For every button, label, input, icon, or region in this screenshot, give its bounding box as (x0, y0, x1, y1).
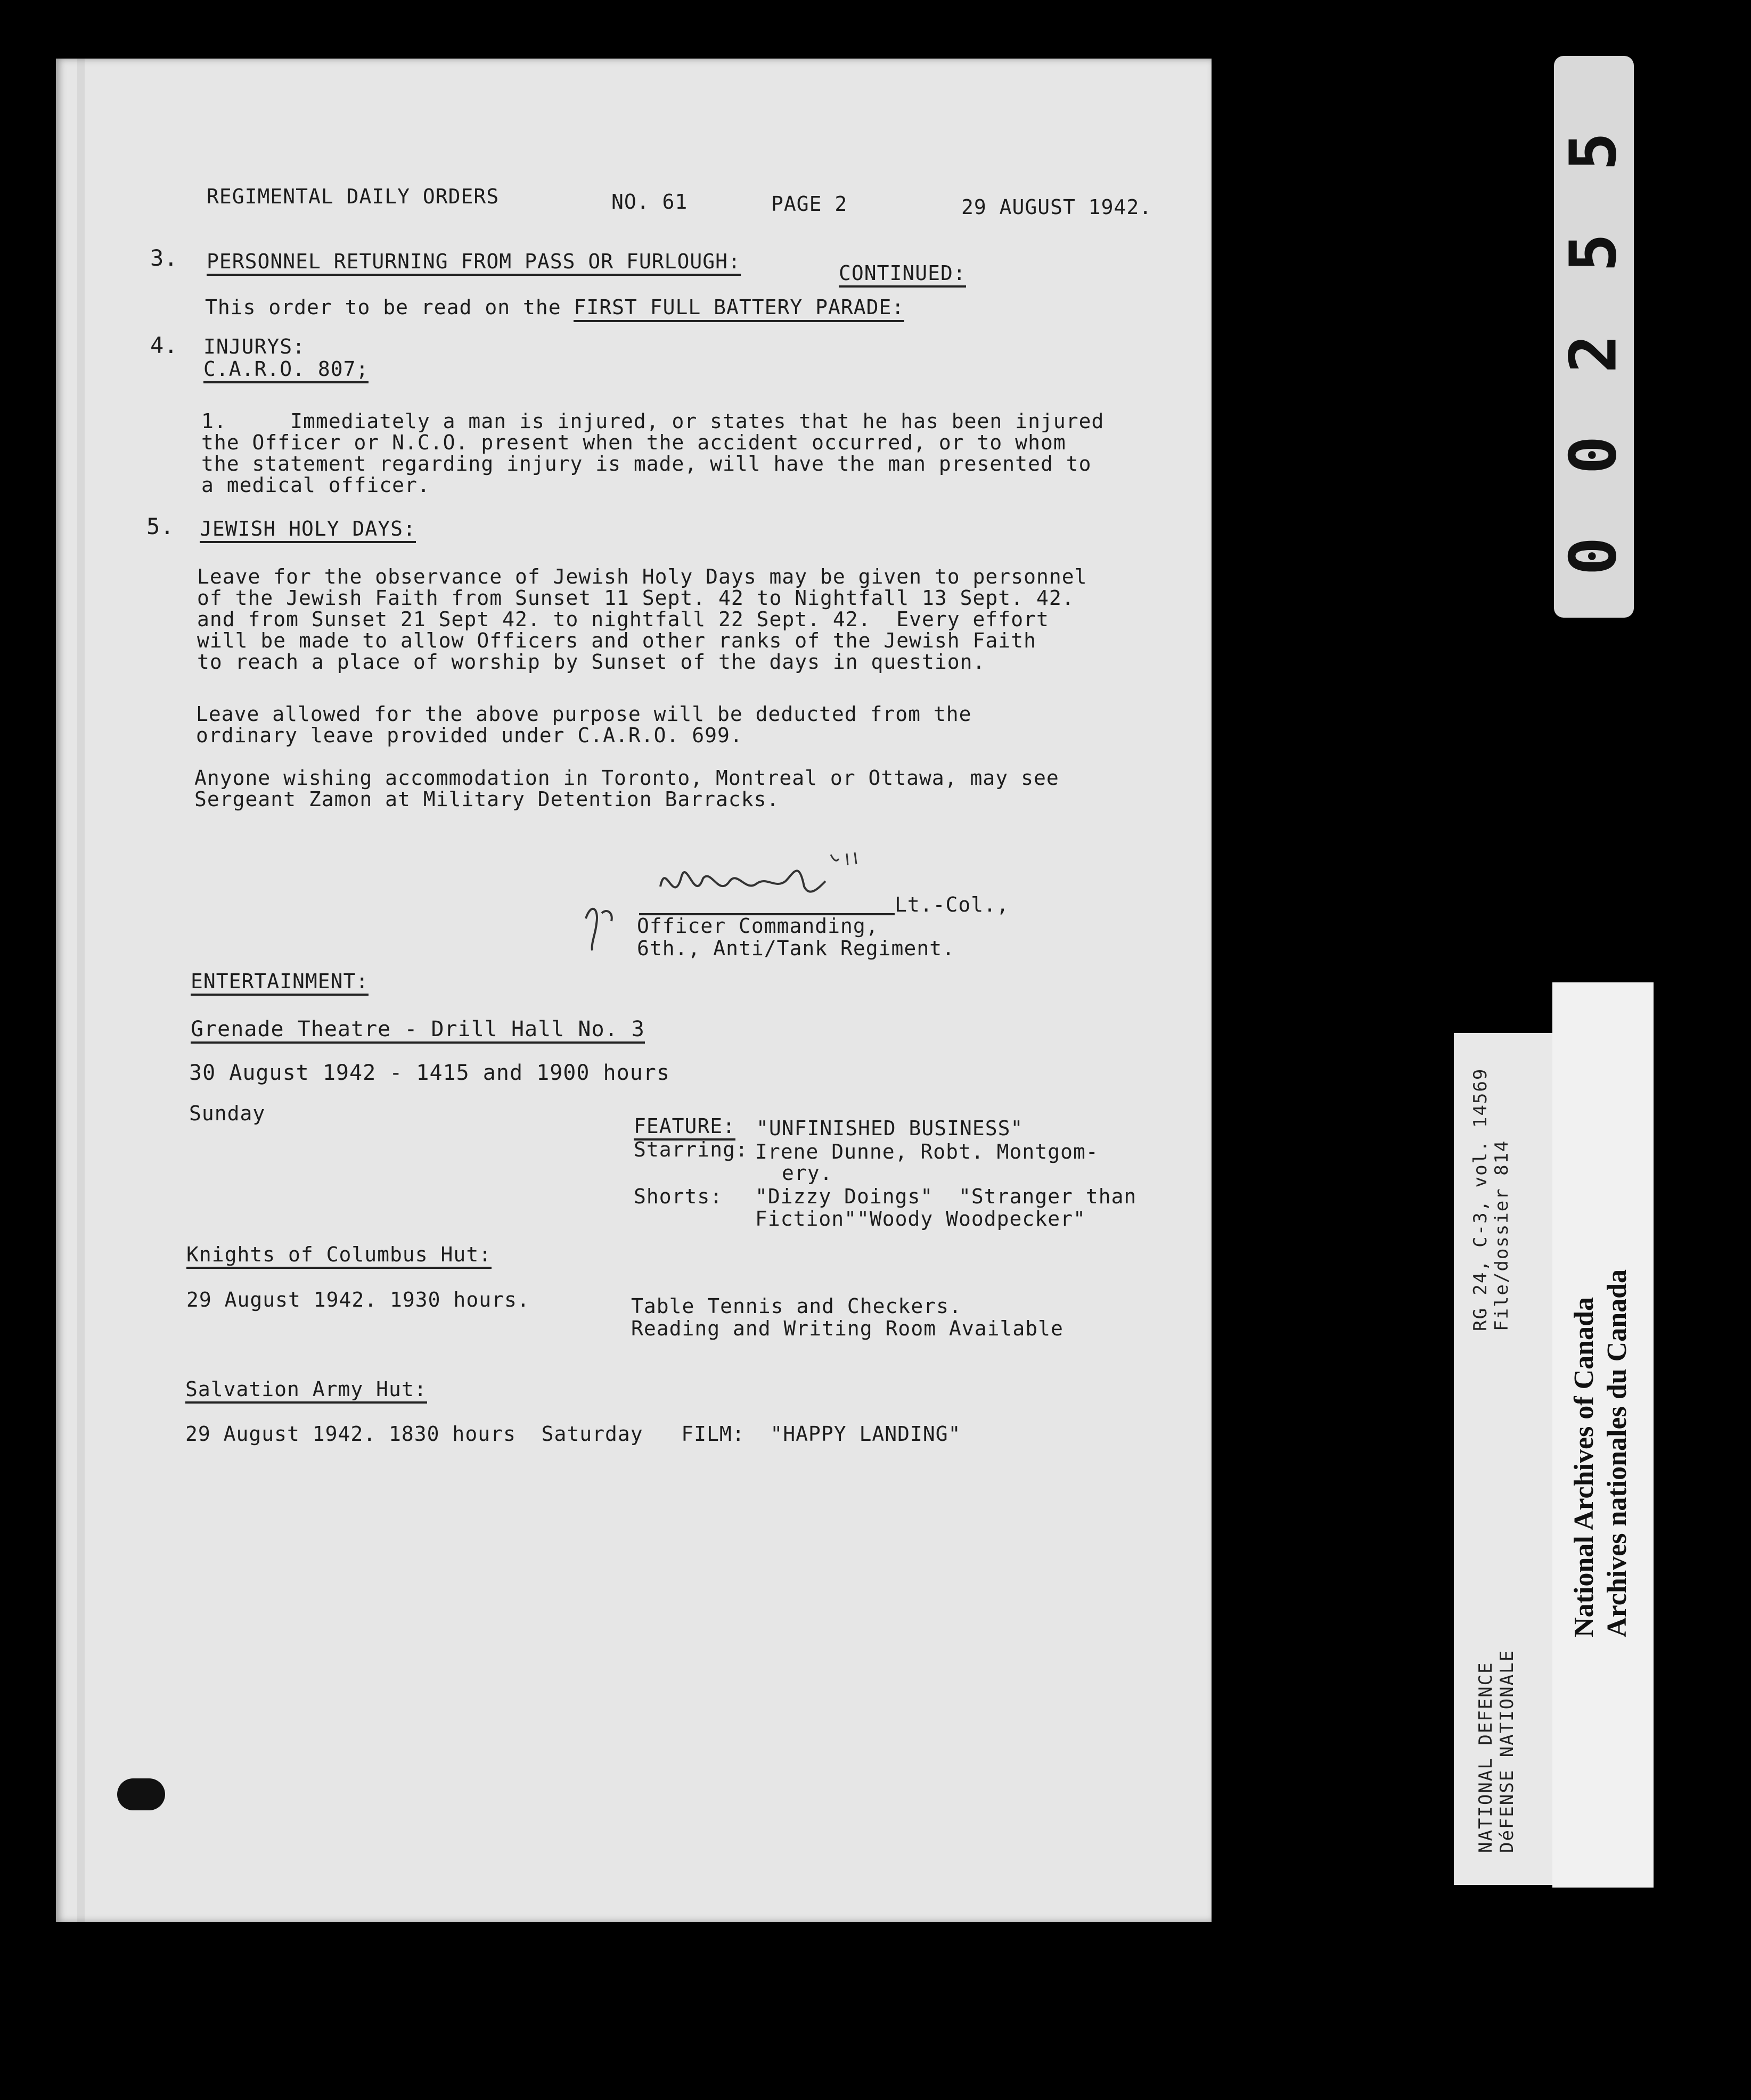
frame-digit-2: 5 (1557, 233, 1631, 272)
knights-activity-2: Reading and Writing Room Available (631, 1317, 1063, 1340)
department-line-1: NATIONAL DEFENCE (1475, 1661, 1496, 1853)
grenade-theatre-when: 30 August 1942 - 1415 and 1900 hours (189, 1061, 670, 1085)
shorts-label: Shorts: (634, 1185, 723, 1208)
item-heading-personnel: PERSONNEL RETURNING FROM PASS OR FURLOUGH: (207, 250, 741, 276)
starring-label: Starring: (634, 1138, 748, 1161)
grenade-theatre-title: Grenade Theatre - Drill Hall No. 3 (191, 1018, 645, 1044)
frame-digit-5: 0 (1557, 537, 1631, 576)
page-fold-shadow (77, 59, 85, 1922)
signature-officer-commanding: Officer Commanding, (637, 914, 879, 938)
item-4-reference: C.A.R.O. 807; (203, 358, 369, 383)
shorts-line-1: "Dizzy Doings" "Stranger than (755, 1185, 1137, 1208)
item-continued: CONTINUED: (839, 262, 966, 288)
frame-digit-1: 5 (1557, 132, 1631, 171)
orders-title: REGIMENTAL DAILY ORDERS (207, 185, 500, 208)
entertainment-heading: ENTERTAINMENT: (191, 970, 369, 996)
item-4-para-line-1: 1. Immediately a man is injured, or states that he has been injured (201, 409, 1104, 433)
grenade-theatre-day: Sunday (189, 1102, 266, 1125)
item-5-para1-line-1: Leave for the observance of Jewish Holy Days may be given to personnel (197, 565, 1087, 588)
frame-number-strip (1554, 56, 1634, 618)
national-archives-label (1552, 982, 1654, 1888)
knights-of-columbus-title: Knights of Columbus Hut: (186, 1243, 492, 1269)
item-5-para1-line-2: of the Jewish Faith from Sunset 11 Sept. 42 to Nightfall 13 Sept. 42. (197, 586, 1075, 610)
item-4-para-line-4: a medical officer. (201, 473, 430, 497)
item-3-instruction (205, 296, 904, 318)
item-number-4: 4. (150, 332, 178, 358)
item-4-para-line-3: the statement regarding injury is made, will have the man presented to (201, 452, 1092, 475)
frame-digit-3: 2 (1557, 334, 1631, 373)
item-5-para1-line-4: will be made to allow Officers and other ranks of the Jewish Faith (197, 629, 1036, 652)
item-5-para2-line-2: ordinary leave provided under C.A.R.O. 699. (196, 724, 743, 747)
punch-hole (117, 1778, 165, 1810)
item-5-para3-line-2: Sergeant Zamon at Military Detention Barracks. (194, 788, 780, 811)
archive-reference-label (1454, 1033, 1555, 1885)
knights-activity-1: Table Tennis and Checkers. (631, 1294, 962, 1318)
starring-line-1: Irene Dunne, Robt. Montgom- (755, 1140, 1099, 1163)
item-3-instruction-text: This order to be read on the (205, 296, 574, 319)
item-5-para1-line-3: and from Sunset 21 Sept 42. to nightfall 22 Sept. 42. Every effort (197, 608, 1049, 631)
orders-date: 29 AUGUST 1942. (961, 195, 1152, 219)
item-heading-jewish-holy-days: JEWISH HOLY DAYS: (200, 518, 416, 543)
orders-number: NO. 61 (611, 190, 688, 214)
item-5-para2-line-1: Leave allowed for the above purpose will be deducted from the (196, 702, 972, 726)
feature-title: "UNFINISHED BUSINESS" (756, 1117, 1024, 1140)
item-5-para1-line-5: to reach a place of worship by Sunset of the days in question. (197, 650, 986, 674)
starring-line-2: ery. (782, 1161, 833, 1185)
archives-name-french: Archives nationales du Canada (1602, 1269, 1632, 1637)
department-line-2: DéFENSE NATIONALE (1496, 1650, 1518, 1853)
orders-page: PAGE 2 (771, 192, 848, 216)
feature-label: FEATURE: (634, 1115, 735, 1141)
archive-ref-line-1: RG 24, C-3, vol. 14569 (1470, 1068, 1491, 1331)
item-heading-injurys: INJURYS: (203, 335, 306, 358)
frame-digit-4: 0 (1557, 436, 1631, 474)
signature-regiment: 6th., Anti/Tank Regiment. (637, 937, 955, 960)
item-5-para3-line-1: Anyone wishing accommodation in Toronto, Montreal or Ottawa, may see (194, 766, 1059, 790)
shorts-line-2: Fiction""Woody Woodpecker" (755, 1207, 1086, 1231)
archives-name-english: National Archives of Canada (1569, 1297, 1599, 1637)
item-3-parade-emphasis: FIRST FULL BATTERY PARADE: (574, 296, 904, 322)
archive-ref-line-2: File/dossier 814 (1491, 1139, 1512, 1331)
item-number-3: 3. (150, 245, 178, 271)
knights-of-columbus-when: 29 August 1942. 1930 hours. (186, 1288, 530, 1311)
item-number-5: 5. (146, 513, 175, 539)
salvation-army-line: 29 August 1942. 1830 hours Saturday FILM: "HAPPY LANDING" (185, 1422, 961, 1446)
item-4-para-line-2: the Officer or N.C.O. present when the accident occurred, or to whom (201, 431, 1066, 454)
salvation-army-title: Salvation Army Hut: (185, 1378, 427, 1404)
signature-rank: Lt.-Col., (895, 893, 1009, 916)
